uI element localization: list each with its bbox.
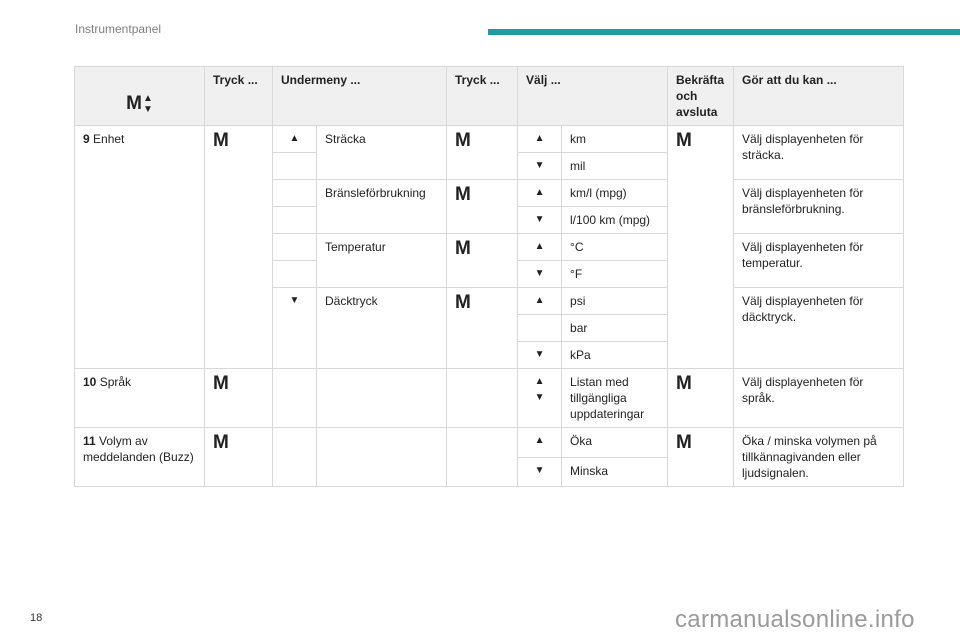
- desc-tire-pressure: Välj displayenheten för däcktryck.: [734, 288, 904, 369]
- empty-cell: [273, 207, 317, 234]
- option-kml: km/l (mpg): [562, 180, 668, 207]
- submenu-tire-pressure: Däcktryck: [317, 288, 447, 369]
- option-language-list: Listan med tillgängliga uppdateringar: [562, 369, 668, 428]
- section-title: Instrumentpanel: [75, 22, 162, 36]
- col-header-confirm: Bekräfta och avsluta: [668, 67, 734, 126]
- m-button-icon: M: [447, 180, 518, 234]
- empty-cell: [273, 180, 317, 207]
- arrow-down-icon: ▼: [518, 153, 562, 180]
- submenu-temperature: Temperatur: [317, 234, 447, 288]
- empty-cell: [317, 369, 447, 428]
- m-button-icon: M: [126, 93, 142, 114]
- col-header-press-2: Tryck ...: [447, 67, 518, 126]
- empty-cell: [273, 369, 317, 428]
- watermark: carmanualsonline.info: [675, 606, 915, 633]
- m-button-icon: M: [447, 126, 518, 180]
- table-row: [75, 428, 904, 458]
- option-kpa: kPa: [562, 342, 668, 369]
- desc-volume: Öka / minska volymen på tillkännagivanden eller ljudsignalen.: [734, 428, 904, 487]
- m-button-icon: M: [668, 428, 734, 487]
- header-accent-bar: [488, 29, 960, 35]
- m-button-icon: M: [447, 234, 518, 288]
- page-number: 18: [30, 612, 43, 624]
- option-celsius: °C: [562, 234, 668, 261]
- arrow-up-down-icon: ▲ ▼: [518, 369, 562, 428]
- empty-cell: [317, 428, 447, 487]
- empty-cell: [447, 369, 518, 428]
- col-header-press: Tryck ...: [205, 67, 273, 126]
- option-l100km: l/100 km (mpg): [562, 207, 668, 234]
- option-decrease: Minska: [562, 457, 668, 487]
- row-label-language: 10 Språk: [75, 369, 205, 428]
- arrow-down-icon: ▼: [142, 104, 153, 115]
- desc-temperature: Välj displayenheten för temperatur.: [734, 234, 904, 288]
- option-psi: psi: [562, 288, 668, 315]
- desc-language: Välj displayenheten för språk.: [734, 369, 904, 428]
- col-header-submenu: Undermeny ...: [273, 67, 447, 126]
- col-header-select: Välj ...: [518, 67, 668, 126]
- table-row: [75, 126, 904, 153]
- m-button-icon: M: [447, 288, 518, 369]
- submenu-fuel: Bränsleförbrukning: [317, 180, 447, 234]
- arrow-up-icon: ▲: [518, 428, 562, 458]
- col-header-purpose: Gör att du kan ...: [734, 67, 904, 126]
- desc-fuel: Välj displayenheten för bränsleförbrukning.: [734, 180, 904, 234]
- submenu-distance: Sträcka: [317, 126, 447, 180]
- arrow-up-icon: ▲: [142, 93, 153, 104]
- empty-cell: [518, 315, 562, 342]
- m-button-icon: M: [205, 428, 273, 487]
- desc-distance: Välj displayenheten för sträcka.: [734, 126, 904, 180]
- m-button-icon: M: [205, 369, 273, 428]
- arrow-down-icon: ▼: [518, 342, 562, 369]
- m-button-icon: M: [668, 126, 734, 369]
- empty-cell: [273, 428, 317, 487]
- table-header-row: [75, 67, 904, 126]
- m-button-icon: M: [205, 126, 273, 369]
- arrow-up-icon: ▲: [518, 288, 562, 315]
- option-increase: Öka: [562, 428, 668, 458]
- option-bar: bar: [562, 315, 668, 342]
- option-mil: mil: [562, 153, 668, 180]
- m-button-icon: M: [668, 369, 734, 428]
- arrow-up-icon: ▲: [273, 126, 317, 153]
- option-fahrenheit: °F: [562, 261, 668, 288]
- arrow-down-icon: ▼: [518, 457, 562, 487]
- arrow-down-icon: ▼: [518, 207, 562, 234]
- empty-cell: [273, 261, 317, 288]
- empty-cell: [273, 153, 317, 180]
- arrow-up-icon: ▲: [518, 126, 562, 153]
- arrow-down-icon: ▼: [273, 288, 317, 369]
- arrow-down-icon: ▼: [518, 261, 562, 288]
- option-km: km: [562, 126, 668, 153]
- arrow-up-icon: ▲: [518, 234, 562, 261]
- table-row: [75, 369, 904, 428]
- empty-cell: [273, 234, 317, 261]
- row-label-volume: 11 Volym av meddelanden (Buzz): [75, 428, 205, 487]
- arrow-up-icon: ▲: [518, 180, 562, 207]
- header-icon-cell: [75, 67, 205, 126]
- empty-cell: [447, 428, 518, 487]
- unit-settings-table: [74, 66, 904, 487]
- row-label-unit: 9 Enhet: [75, 126, 205, 369]
